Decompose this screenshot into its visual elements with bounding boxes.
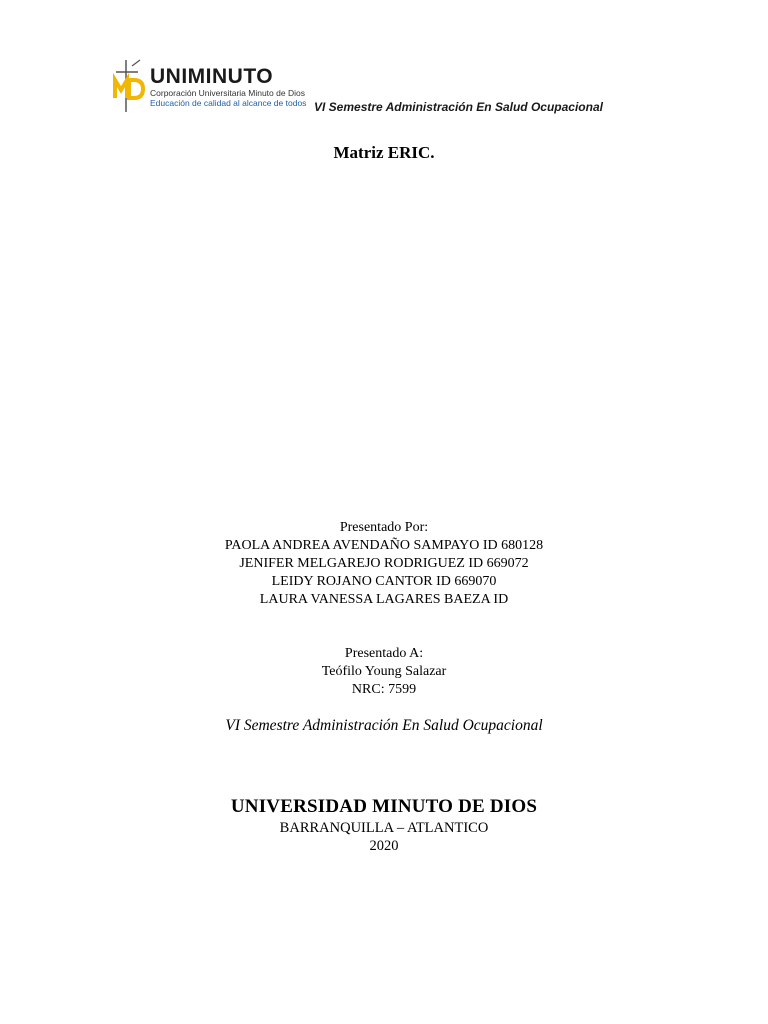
logo-tagline: Educación de calidad al alcance de todos bbox=[150, 98, 307, 108]
author-line: LAURA VANESSA LAGARES BAEZA ID bbox=[259, 592, 509, 607]
uniminuto-logo bbox=[112, 56, 312, 116]
city-name: BARRANQUILLA – ATLANTICO bbox=[279, 820, 489, 836]
header-semester-text: VI Semestre Administración En Salud Ocupacional bbox=[314, 100, 603, 114]
year: 2020 bbox=[369, 838, 399, 854]
logo-subtitle: Corporación Universitaria Minuto de Dios bbox=[150, 88, 305, 98]
document-header bbox=[112, 56, 652, 120]
author-line: JENIFER MELGAREJO RODRIGUEZ ID 669072 bbox=[239, 556, 529, 571]
uniminuto-logo-mark-icon bbox=[112, 58, 148, 114]
author-line: LEIDY ROJANO CANTOR ID 669070 bbox=[271, 574, 497, 589]
semester-line: VI Semestre Administración En Salud Ocupacional bbox=[225, 717, 543, 734]
author-line: PAOLA ANDREA AVENDAÑO SAMPAYO ID 680128 bbox=[224, 538, 544, 553]
logo-name: UNIMINUTO bbox=[150, 65, 274, 88]
university-name: UNIVERSIDAD MINUTO DE DIOS bbox=[230, 796, 538, 817]
presented-to-section bbox=[0, 645, 768, 699]
document-title: Matriz ERIC. bbox=[333, 143, 435, 162]
presented-by-label: Presentado Por: bbox=[339, 520, 429, 535]
nrc-code: NRC: 7599 bbox=[351, 682, 417, 697]
presented-to-label: Presentado A: bbox=[344, 646, 424, 661]
teacher-name: Teófilo Young Salazar bbox=[321, 664, 447, 679]
city-year-block bbox=[0, 819, 768, 855]
presented-by-section bbox=[0, 519, 768, 609]
